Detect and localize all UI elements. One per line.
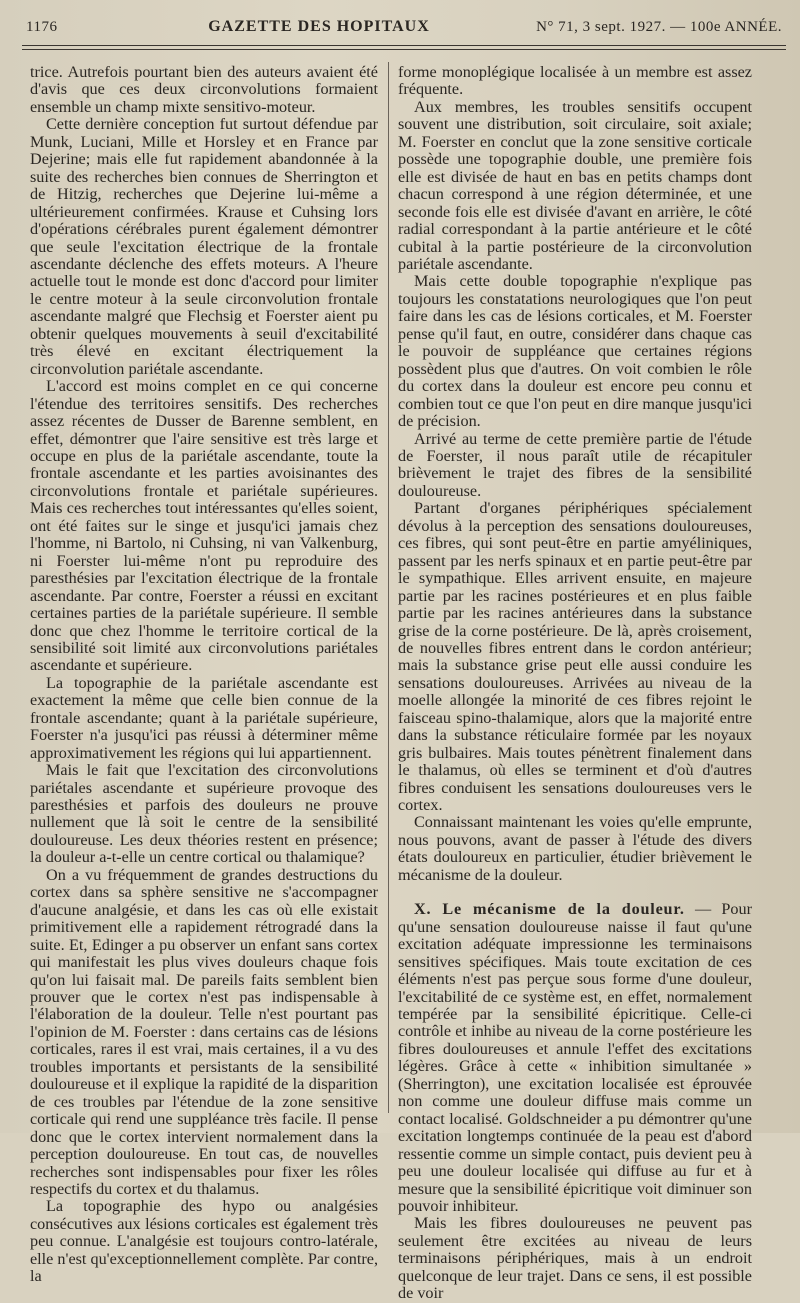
section-heading: X. Le mécanisme de la douleur. bbox=[414, 900, 685, 919]
issue-info: N° 71, 3 sept. 1927. — 100e ANNÉE. bbox=[536, 19, 782, 35]
section-paragraph bbox=[398, 901, 752, 1215]
paragraph: trice. Autrefois pourtant bien des auteurs avaient été d'avis que ces deux circonvolutions formaient ensemble un champ mixte sensitivo-moteur. bbox=[30, 63, 378, 116]
paragraph: Mais le fait que l'excitation des circonvolutions pariétales ascendante et supérieure provoque des paresthésies et parfois des douleurs ne prouve nullement que là soit le centre de la sensibilité douloureuse. Les deux théories restent en présence; la douleur a-t-elle un centre cortical ou thalamique? bbox=[30, 761, 378, 867]
paragraph: Mais les fibres douloureuses ne peuvent pas seulement être excitées au niveau de leurs terminaisons périphériques, mais à un endroit quelconque de leur trajet. Dans ce sens, il est possible de voir bbox=[398, 1214, 752, 1303]
paragraph: L'accord est moins complet en ce qui concerne l'étendue des territoires sensitifs. Des recherches assez récentes de Dusser de Barenne semblent, en effet, démontrer que l'aire sensitive est très large et occupe en plus de la pariétale ascendante, toute la frontale ascendante et les parties avoisinantes des circonvolutions frontale et pariétale supérieures. Mais ces recherches tout intéressantes qu'elles soient, ont été faites sur le singe et jusqu'ici jamais chez l'homme, ni Bartolo, ni Cuhsing, ni van Valkenburg, ni Foerster lui-même n'ont pu reproduire des paresthésies par l'excitation électrique de la frontale ascendante. Par contre, Foerster a réussi en excitant certaines parties de la pariétale supérieure. Il semble donc que chez l'homme le territoire cortical de la sensibilité soit limité aux circonvolutions pariétales ascendante et supérieure. bbox=[30, 377, 378, 675]
column-divider bbox=[388, 62, 389, 1113]
header-rule-bottom bbox=[22, 49, 786, 50]
section-gap bbox=[398, 884, 752, 901]
paragraph: On a vu fréquemment de grandes destructions du cortex dans sa sphère sensitive ne s'accompagner d'aucune analgésie, et dans les cas où elle existait primitivement elle a rapidement rétrogradé dans la suite. Et, Edinger a pu observer un enfant sans cortex qui manifestait les plus vives douleurs chaque fois qu'on lui faisait mal. De pareils faits semblent bien prouver que le cortex n'est pas indispensable à l'élaboration de la douleur. Telle n'est pourtant pas l'opinion de M. Foerster : dans certains cas de lésions corticales, rares il est vrai, mais certaines, il a vu des troubles importants et persistants de la sensibilité douloureuse et il explique la rapidité de la disparition de ces troubles par l'étendue de la zone sensitive corticale qui rend une suppléance très facile. Il pense donc que le cortex intervient normalement dans la perception douloureuse. En tout cas, de nouvelles recherches sont indispensables pour fixer les rôles respectifs du cortex et du thalamus. bbox=[30, 865, 378, 1198]
page-header bbox=[26, 18, 782, 44]
section-lead-text: — Pour qu'une sensation douloureuse naisse il faut qu'une excitation adéquate impressionne les terminaisons sensitives spécifiques. Mais toute excitation de ces éléments n'est pas perçue sous forme d'une douleur, l'excitabilité de ce système est, en effet, normalement tempérée par la sensibilité épicritique. Celle-ci contrôle et inhibe au niveau de la corne postérieure les fibres douloureuses et annule l'effet des excitations légères. Grâce à cette « inhibition simultanée » (Sherrington), une excitation localisée est éprouvée non comme une douleur diffuse mais comme un contact localisé. Goldschneider a pu démontrer qu'une excitation longtemps continuée de la peau est d'abord ressentie comme un simple contact, puis devient peu à peu une douleur localisée qui diffuse au fur et à mesure que la sensibilité épicritique voit diminuer son pouvoir inhibiteur. bbox=[398, 900, 752, 1215]
paragraph: Partant d'organes périphériques spécialement dévolus à la perception des sensations douloureuses, ces fibres, qui sont peut-être en partie amyéliniques, passent par les nerfs spinaux et en partie peut-être par le sympathique. Elles arrivent ensuite, en majeure partie par les racines postérieures et en plus faible partie par les racines antérieures dans la substance grise de la corne postérieure. De là, après croisement, de nouvelles fibres entrent dans le cordon antérieur; mais la substance grise peut elle aussi conduire les sensations douloureuses. Arrivées au niveau de la moelle allongée la minorité de ces fibres rejoint le faisceau spino-thalamique, alors que la majorité entre dans la substance réticulaire formée par les noyaux gris bulbaires. Mais toutes pénètrent finalement dans le thalamus, où elles se terminent et d'où d'autres fibres conduisent les sensations douloureuses vers le cortex. bbox=[398, 499, 752, 815]
paragraph: Aux membres, les troubles sensitifs occupent souvent une distribution, soit circulaire, soit axiale; M. Foerster en conclut que la zone sensitive corticale possède une topographie double, une première fois elle est divisée de haut en bas en petits champs dont chacun correspond à une région déterminée, et une seconde fois elle est divisée d'avant en arrière, le côté radial correspondant à la partie antérieure et le côté cubital à la partie postérieure de la circonvolution pariétale ascendante. bbox=[398, 97, 752, 273]
paragraph: La topographie de la pariétale ascendante est exactement la même que celle bien connue de la frontale ascendante; quant à la pariétale supérieure, Foerster n'a jusqu'ici pas réussi à déterminer même approximativement les régions qui lui appartiennent. bbox=[30, 673, 378, 762]
paragraph: forme monoplégique localisée à un membre est assez fréquente. bbox=[398, 63, 752, 99]
paragraph: Mais cette double topographie n'explique pas toujours les constatations neurologiques que l'on peut faire dans les cas de lésions corticales, et M. Foerster pense qu'il faut, en outre, considérer dans chaque cas le pouvoir de suppléance que certaines régions possèdent plus que d'autres. On voit combien le rôle du cortex dans la douleur est encore peu connu et combien tout ce que l'on peut en dire manque jusqu'ici de précision. bbox=[398, 272, 752, 431]
paragraph: La topographie des hypo ou analgésies consécutives aux lésions corticales est également très peu connue. L'analgésie est toujours contro-latérale, elle n'est qu'exceptionnellement complète. Par contre, la bbox=[30, 1197, 378, 1286]
right-column bbox=[398, 64, 752, 1303]
paragraph: Cette dernière conception fut surtout défendue par Munk, Luciani, Mille et Horsley et en France par Dejerine; mais elle fut rapidement abandonnée à la suite des recherches bien connues de Sherrington et de Hitzig, recherches que Dejerine lui-même a ultérieurement confirmées. Krause et Cuhsing lors d'opérations cérébrales purent également démontrer que seule l'excitation électrique de la frontale ascendante déclenche des effets moteurs. A l'heure actuelle tout le monde est donc d'accord pour limiter le centre moteur à la seule circonvolution frontale ascendante malgré que Flechsig et Foerster aient pu obtenir quelques mouvements à seuil d'excitabilité très élevé en excitant électriquement la circonvolution pariétale ascendante. bbox=[30, 115, 378, 378]
journal-title: GAZETTE DES HOPITAUX bbox=[208, 18, 430, 35]
paragraph: Arrivé au terme de cette première partie de l'étude de Foerster, il nous paraît utile de récapituler brièvement le trajet des fibres de la sensibilité douloureuse. bbox=[398, 429, 752, 500]
header-rule-top bbox=[22, 45, 786, 46]
page-number: 1176 bbox=[26, 19, 58, 35]
left-column bbox=[30, 64, 378, 1286]
paragraph: Connaissant maintenant les voies qu'elle emprunte, nous pouvons, avant de passer à l'étude des divers états douloureux en particulier, étudier brièvement le mécanisme de la douleur. bbox=[398, 813, 752, 884]
